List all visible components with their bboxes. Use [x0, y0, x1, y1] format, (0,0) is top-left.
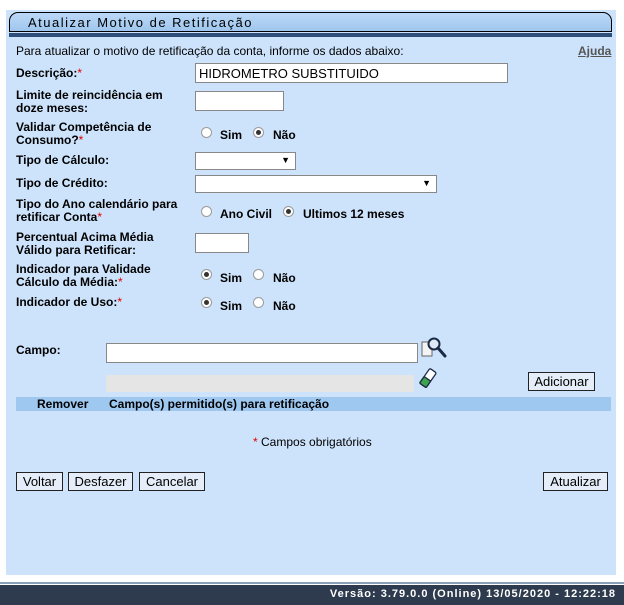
tipo-credito-select[interactable]: [195, 175, 437, 193]
magnifier-icon[interactable]: [421, 336, 447, 360]
percentual-label: Percentual Acima Média Válido para Retificar:: [16, 230, 154, 257]
validar-nao-label: Não: [273, 128, 296, 142]
title-divider: [9, 33, 612, 37]
percentual-input[interactable]: [195, 233, 249, 253]
validade-sim-label: Sim: [220, 271, 243, 285]
validade-sim-radio[interactable]: [201, 269, 212, 280]
chevron-down-icon: ▼: [281, 155, 290, 165]
campo-description-box: [106, 375, 414, 392]
uso-sim-radio[interactable]: [201, 297, 212, 308]
eraser-icon[interactable]: [419, 368, 437, 388]
limite-input[interactable]: [195, 91, 284, 111]
uso-sim-label: Sim: [220, 299, 243, 313]
indicador-validade-label: Indicador para Validade Cálculo da Média:*: [16, 262, 151, 289]
desfazer-button[interactable]: Desfazer: [68, 472, 133, 491]
intro-text: Para atualizar o motivo de retificação da conta, informe os dados abaixo:: [16, 44, 404, 58]
validar-label: Validar Competência de Consumo?*: [16, 120, 152, 147]
adicionar-button[interactable]: Adicionar: [528, 372, 595, 391]
footer-bar: [0, 585, 624, 605]
validar-nao-radio[interactable]: [253, 127, 264, 138]
tipo-credito-label: Tipo de Crédito:: [16, 176, 108, 190]
help-link[interactable]: Ajuda: [578, 44, 612, 58]
uso-nao-radio[interactable]: [253, 297, 264, 308]
tipo-ano-label: Tipo do Ano calendário para retificar Conta*: [16, 197, 178, 224]
validar-sim-label: Sim: [220, 128, 243, 142]
required-note: * Campos obrigatórios: [253, 435, 372, 449]
tipo-calculo-label: Tipo de Cálculo:: [16, 153, 110, 167]
atualizar-button[interactable]: Atualizar: [543, 472, 608, 491]
uso-nao-label: Não: [273, 299, 296, 313]
validade-nao-radio[interactable]: [253, 269, 264, 280]
ultimos-12-label: Ultimos 12 meses: [303, 207, 405, 221]
campo-label: Campo:: [16, 343, 61, 357]
descricao-input[interactable]: [195, 63, 508, 83]
cancelar-button[interactable]: Cancelar: [139, 472, 205, 491]
validar-sim-radio[interactable]: [201, 127, 212, 138]
ano-civil-radio[interactable]: [201, 206, 212, 217]
campo-input[interactable]: [106, 343, 418, 363]
col-remover: Remover: [37, 397, 89, 411]
validade-nao-label: Não: [273, 271, 296, 285]
footer-divider: [0, 582, 624, 584]
descricao-label: Descrição:*: [16, 66, 83, 80]
title-bar: [9, 12, 612, 32]
col-campos: Campo(s) permitido(s) para retificação: [109, 397, 330, 411]
page-title: Atualizar Motivo de Retificação: [28, 15, 253, 30]
tipo-calculo-select[interactable]: [195, 152, 296, 170]
ano-civil-label: Ano Civil: [220, 207, 273, 221]
ultimos-12-radio[interactable]: [283, 206, 294, 217]
version-text: Versão: 3.79.0.0 (Online) 13/05/2020 - 12:22:18: [329, 588, 616, 600]
voltar-button[interactable]: Voltar: [16, 472, 63, 491]
chevron-down-icon: ▼: [422, 178, 431, 188]
grid-header: [16, 397, 611, 411]
limite-label: Limite de reincidência em doze meses:: [16, 88, 163, 115]
indicador-uso-label: Indicador de Uso:*: [16, 295, 123, 309]
